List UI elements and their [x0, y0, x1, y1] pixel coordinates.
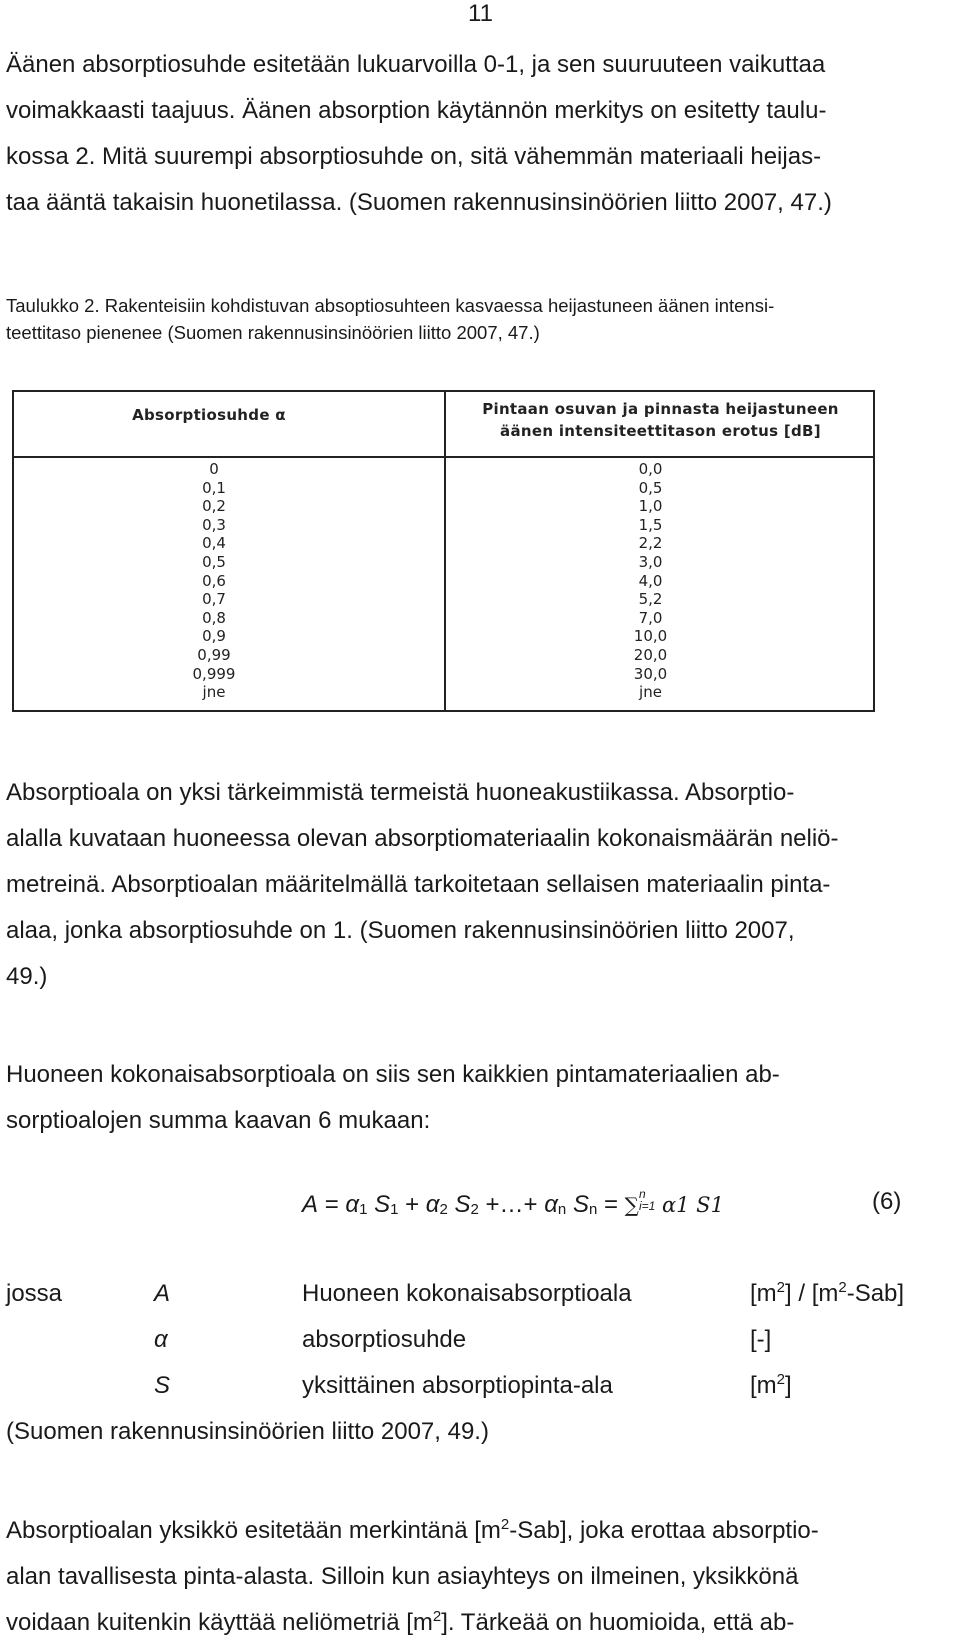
unit-superscript: 2 [500, 1516, 510, 1533]
unit-superscript: 2 [776, 1371, 786, 1388]
table-cell: 2,2 [638, 534, 663, 553]
table-cell: 0,9 [202, 627, 226, 646]
text-line: Huoneen kokonaisabsorptioala on siis sen kaikkien pintamateriaalien ab- [6, 1061, 780, 1088]
table-cell: 0,1 [202, 478, 226, 497]
formula-symbol: α [345, 1191, 360, 1218]
text-line: Äänen absorptiosuhde esitetään lukuarvoilla 0-1, ja sen suuruuteen vaikuttaa [6, 51, 826, 78]
text-part: -Sab], joka erottaa absorptio- [509, 1517, 819, 1544]
table-cell: jne [639, 683, 662, 702]
formula-number: (6) [872, 1188, 902, 1215]
table-cell: 0,999 [192, 664, 236, 683]
table-cell: 30,0 [633, 664, 668, 683]
formula-symbol: S [454, 1191, 471, 1218]
definition-intro: jossa [6, 1280, 63, 1307]
page-number: 11 [468, 0, 493, 27]
table-cell: 4,0 [638, 571, 663, 590]
table-cell: 0,7 [202, 590, 226, 609]
definition-symbol: A [154, 1280, 171, 1307]
table-cell: 0,3 [202, 515, 226, 534]
caption-line: teettitaso pienenee (Suomen rakennusinsinöörien liitto 2007, 47.) [6, 322, 540, 343]
table-caption [6, 292, 946, 346]
unit-part: [m [750, 1280, 777, 1307]
unit-part: ] [785, 1372, 792, 1399]
text-line [6, 1508, 936, 1554]
definition-unit [750, 1280, 904, 1308]
unit-superscript: 2 [776, 1279, 786, 1296]
caption-line: Taulukko 2. Rakenteisiin kohdistuvan absoptiosuhteen kasvaessa heijastuneen äänen intensi- [6, 295, 775, 316]
table-cell: 7,0 [638, 608, 663, 627]
definition-symbol: α [154, 1326, 168, 1353]
formula-symbol: S [374, 1191, 391, 1218]
table-column-intensity [446, 460, 875, 702]
table-cell: 0,0 [638, 460, 663, 478]
table-cell: 1,5 [638, 515, 663, 534]
unit-part: -Sab] [846, 1280, 905, 1307]
definition-unit [750, 1372, 792, 1400]
formula-operator: +…+ [485, 1191, 538, 1218]
text-line: Absorptioala on yksi tärkeimmistä termeistä huoneakustiikassa. Absorptio- [6, 779, 795, 806]
formula-subscript: 2 [470, 1201, 479, 1218]
table-header-absorption: Absorptiosuhde α [132, 406, 286, 424]
formula-subscript: 1 [390, 1201, 399, 1218]
table-cell: 1,0 [638, 497, 663, 516]
definition-description: yksittäinen absorptiopinta-ala [302, 1372, 613, 1399]
header-line: Pintaan osuvan ja pinnasta heijastuneen [482, 400, 839, 418]
text-line: alan tavallisesta pinta-alasta. Silloin kun asiayhteys on ilmeinen, yksikkönä [6, 1563, 799, 1590]
unit-superscript: 2 [432, 1608, 442, 1625]
formula-symbol: α [544, 1191, 558, 1218]
paragraph-total-absorption [6, 1052, 936, 1144]
formula-symbol: α [425, 1191, 440, 1218]
header-line: äänen intensiteettitason erotus [dB] [500, 422, 821, 440]
text-part: ]. Tärkeää on huomioida, että ab- [441, 1609, 795, 1636]
formula-total-absorption [302, 1188, 724, 1219]
table-cell: 0,5 [202, 552, 226, 571]
table-header-divider [14, 456, 873, 458]
text-part: Absorptioalan yksikkö esitetään merkintänä [m [6, 1517, 501, 1544]
text-line: metreinä. Absorptioalan määritelmällä tarkoitetaan sellaisen materiaalin pinta- [6, 871, 831, 898]
unit-superscript: 2 [838, 1279, 847, 1296]
definition-description: Huoneen kokonaisabsorptioala [302, 1280, 632, 1307]
table-cell: 0,6 [202, 571, 226, 590]
definition-description: absorptiosuhde [302, 1326, 467, 1353]
table-cell: 5,2 [638, 590, 663, 609]
table-cell: 0,2 [202, 497, 226, 516]
formula-symbol: S [572, 1191, 589, 1218]
text-part: voidaan kuitenkin käyttää neliömetriä [m [6, 1609, 433, 1636]
definition-unit: [-] [750, 1326, 772, 1353]
sum-lower: i=1 [638, 1199, 656, 1213]
text-line: voimakkaasti taajuus. Äänen absorption käytännön merkitys on esitetty taulu- [6, 97, 827, 124]
text-line: kossa 2. Mitä suurempi absorptiosuhde on, sitä vähemmän materiaali heijas- [6, 143, 822, 170]
table-cell: 10,0 [633, 627, 668, 646]
sum-upper: n [638, 1187, 646, 1201]
formula-subscript: 1 [359, 1201, 368, 1218]
table-cell: jne [202, 683, 226, 702]
definition-symbol: S [154, 1372, 171, 1399]
unit-part: [m [750, 1372, 777, 1399]
formula-operator: = [603, 1191, 618, 1218]
table-cell: 3,0 [638, 552, 663, 571]
sum-limits [639, 1188, 655, 1212]
table-cell: 20,0 [633, 645, 668, 664]
sum-icon: ∑ [624, 1193, 639, 1217]
text-line: 49.) [6, 963, 48, 990]
sum-term: α1 S1 [661, 1193, 724, 1217]
formula-symbol: A [302, 1191, 319, 1218]
text-line: alaa, jonka absorptiosuhde on 1. (Suomen rakennusinsinöörien liitto 2007, [6, 917, 795, 944]
table-cell: 0,4 [202, 534, 226, 553]
unit-part: ] / [m [785, 1280, 839, 1307]
paragraph-absorption-area [6, 770, 936, 1000]
text-line [6, 1600, 936, 1646]
text-line: sorptioalojen summa kaavan 6 mukaan: [6, 1107, 431, 1134]
formula-subscript: n [557, 1201, 567, 1218]
table-cell: 0,8 [202, 608, 226, 627]
paragraph-absorption-unit [6, 1508, 936, 1646]
paragraph-absorption-intro [6, 42, 936, 226]
table-header-intensity-difference [446, 398, 875, 442]
formula-subscript: n [588, 1201, 598, 1218]
text-line: taa ääntä takaisin huonetilassa. (Suomen rakennusinsinöörien liitto 2007, 47.) [6, 189, 832, 216]
table-cell: 0 [209, 460, 219, 478]
absorption-table [12, 390, 875, 712]
formula-subscript: 2 [439, 1201, 448, 1218]
table-column-absorption [14, 460, 444, 702]
table-cell: 0,5 [638, 478, 663, 497]
source-citation: (Suomen rakennusinsinöörien liitto 2007, 49.) [6, 1418, 489, 1445]
text-line: alalla kuvataan huoneessa olevan absorptiomateriaalin kokonaismäärän neliö- [6, 825, 839, 852]
formula-operator: = [324, 1191, 339, 1218]
formula-operator: + [405, 1191, 420, 1218]
table-cell: 0,99 [197, 645, 231, 664]
